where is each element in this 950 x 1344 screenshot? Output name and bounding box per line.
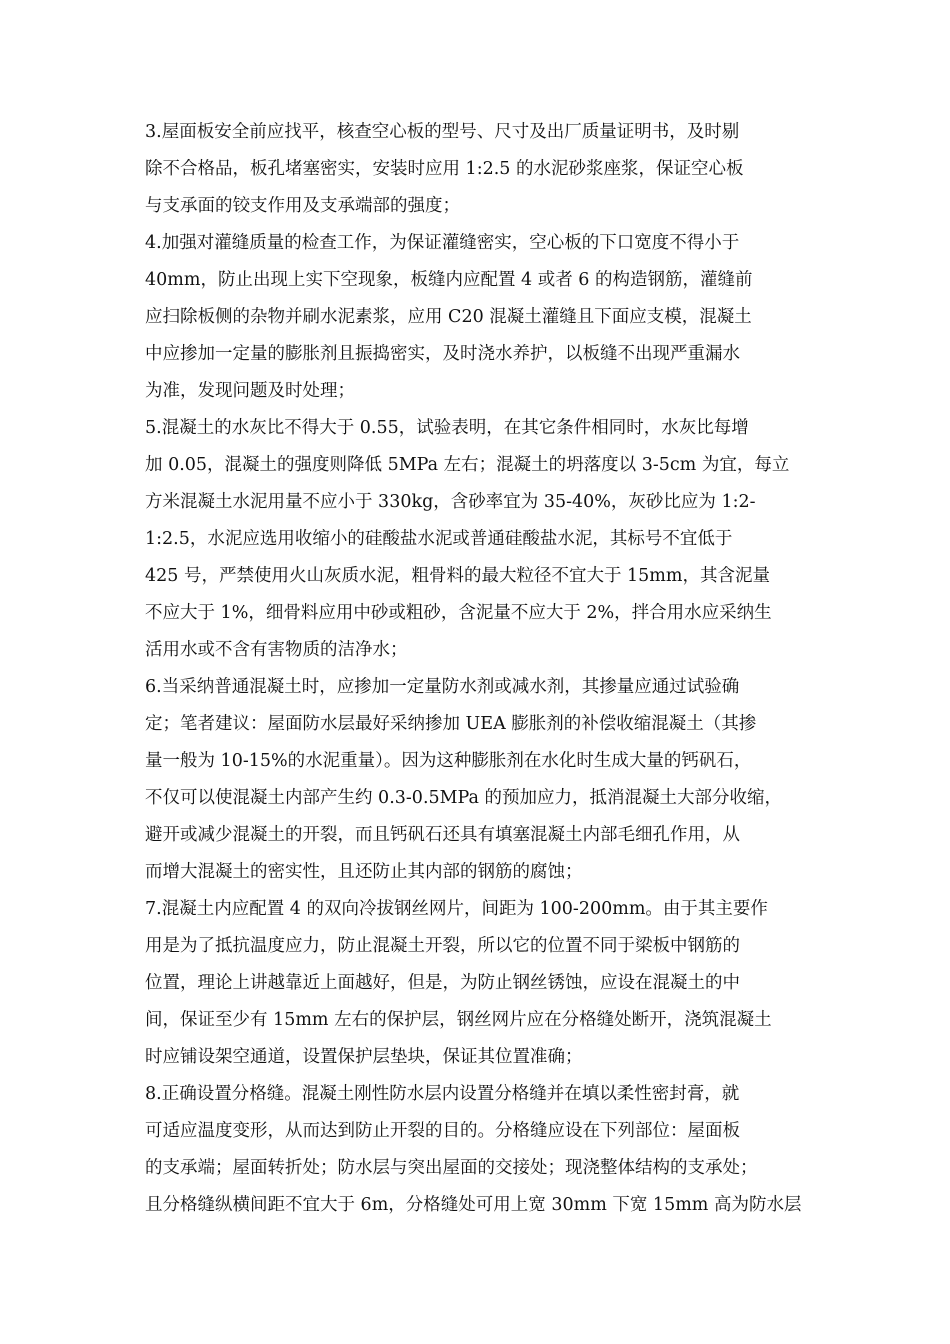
text-line: 避开或减少混凝土的开裂，而且钙矾石还具有填塞混凝土内部毛细孔作用，从 xyxy=(145,825,740,845)
text-line: 5.混凝土的水灰比不得大于 0.55，试验表明，在其它条件相同时，水灰比每增 xyxy=(145,418,749,438)
text-line: 8.正确设置分格缝。混凝土刚性防水层内设置分格缝并在填以柔性密封膏，就 xyxy=(145,1084,740,1104)
text-line: 不应大于 1%，细骨料应用中砂或粗砂，含泥量不应大于 2%，拌合用水应采纳生 xyxy=(145,603,772,623)
text-line: 与支承面的铰支作用及支承端部的强度； xyxy=(145,196,460,216)
text-line: 用是为了抵抗温度应力，防止混凝土开裂，所以它的位置不同于梁板中钢筋的 xyxy=(145,936,740,956)
text-line: 方米混凝土水泥用量不应小于 330kg，含砂率宜为 35-40%，灰砂比应为 1:2- xyxy=(145,492,756,512)
text-line: 而增大混凝土的密实性，且还防止其内部的钢筋的腐蚀； xyxy=(145,862,583,882)
text-line: 量一般为 10-15%的水泥重量）。因为这种膨胀剂在水化时生成大量的钙矾石， xyxy=(145,751,752,771)
text-line: 活用水或不含有害物质的洁净水； xyxy=(145,640,408,660)
text-line: 定；笔者建议：屋面防水层最好采纳掺加 UEA 膨胀剂的补偿收缩混凝土（其掺 xyxy=(145,714,757,734)
text-line: 时应铺设架空通道，设置保护层垫块，保证其位置准确； xyxy=(145,1047,583,1067)
text-line: 6.当采纳普通混凝土时，应掺加一定量防水剂或减水剂，其掺量应通过试验确 xyxy=(145,677,740,697)
text-line: 为准，发现问题及时处理； xyxy=(145,381,355,401)
text-line: 间，保证至少有 15mm 左右的保护层，钢丝网片应在分格缝处断开，浇筑混凝土 xyxy=(145,1010,772,1030)
text-line: 1:2.5，水泥应选用收缩小的硅酸盐水泥或普通硅酸盐水泥，其标号不宜低于 xyxy=(145,529,733,549)
text-line: 且分格缝纵横间距不宜大于 6m，分格缝处可用上宽 30mm 下宽 15mm 高为防水层 xyxy=(145,1195,802,1215)
text-line: 位置，理论上讲越靠近上面越好，但是，为防止钢丝锈蚀，应设在混凝土的中 xyxy=(145,973,740,993)
text-line: 的支承端；屋面转折处；防水层与突出屋面的交接处；现浇整体结构的支承处； xyxy=(145,1158,758,1178)
text-line: 应扫除板侧的杂物并刷水泥素浆，应用 C20 混凝土灌缝且下面应支模，混凝土 xyxy=(145,307,752,327)
text-line: 4.加强对灌缝质量的检查工作，为保证灌缝密实，空心板的下口宽度不得小于 xyxy=(145,233,740,253)
text-line: 7.混凝土内应配置 4 的双向冷拔钢丝网片，间距为 100-200mm。由于其主要作 xyxy=(145,899,768,919)
text-line: 425 号，严禁使用火山灰质水泥，粗骨料的最大粒径不宜大于 15mm，其含泥量 xyxy=(145,566,770,586)
text-line: 不仅可以使混凝土内部产生约 0.3-0.5MPa 的预加应力，抵消混凝土大部分收缩， xyxy=(145,788,783,808)
text-line: 3.屋面板安全前应找平，核查空心板的型号、尺寸及出厂质量证明书，及时剔 xyxy=(145,122,740,142)
text-line: 除不合格品，板孔堵塞密实，安装时应用 1:2.5 的水泥砂浆座浆，保证空心板 xyxy=(145,159,744,179)
text-line: 中应掺加一定量的膨胀剂且振捣密实，及时浇水养护，以板缝不出现严重漏水 xyxy=(145,344,740,364)
text-line: 可适应温度变形，从而达到防止开裂的目的。分格缝应设在下列部位：屋面板 xyxy=(145,1121,740,1141)
text-line: 加 0.05，混凝土的强度则降低 5MPa 左右；混凝土的坍落度以 3-5cm 为宜，每立 xyxy=(145,455,790,475)
text-line: 40mm，防止出现上实下空现象，板缝内应配置 4 或者 6 的构造钢筋，灌缝前 xyxy=(145,270,753,290)
